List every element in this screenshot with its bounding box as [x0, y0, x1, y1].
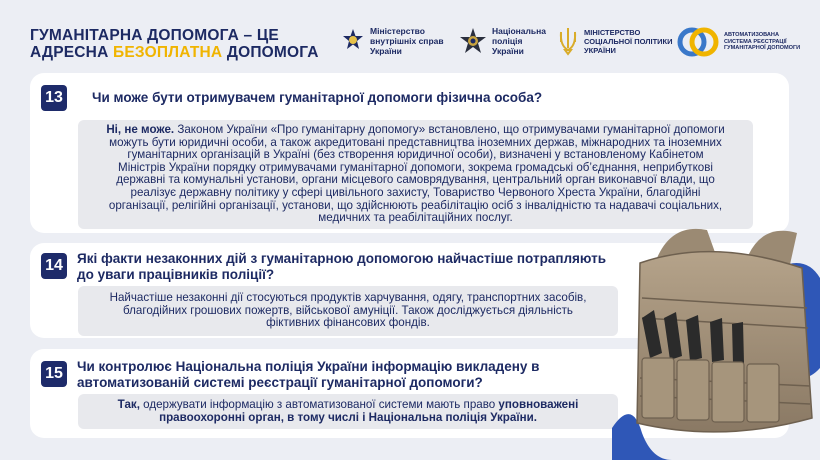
answer-text: одержувати інформацію з автоматизованої системи мають право	[139, 398, 499, 411]
logo-text: України	[492, 46, 524, 56]
tactical-vest-image	[612, 218, 820, 460]
title-accent: БЕЗОПЛАТНА	[112, 44, 223, 61]
question-line: до уваги працівників поліції?	[77, 267, 275, 282]
registry-system-logo-icon	[677, 26, 719, 58]
title-part: АДРЕСНА	[30, 44, 113, 61]
question-text	[77, 359, 539, 391]
logo-text: Міністерство	[370, 26, 425, 36]
answer-line: гуманітарних організацій в Україні (без створення юридичної особи), визначені у встановленому Кабінетом	[127, 148, 704, 162]
logo-text: СИСТЕМА РЕЄСТРАЦІЇ	[724, 38, 787, 45]
answer-line: Міністрів України порядку отримувачами гуманітарної допомоги, зокрема громадські об’єднання, неприбуткові	[118, 160, 713, 174]
title-part: ДОПОМОГА	[222, 44, 319, 61]
logo-text: МІНІСТЕРСТВО	[584, 27, 641, 37]
answer-bold: уповноважені	[498, 398, 579, 411]
logo-text: внутрішніх справ	[370, 36, 444, 46]
logo-ministry-interior	[341, 26, 444, 56]
answer-line: державні та комунальні установи, органи місцевого самоврядування, центральний орган виконавчої влади, що	[116, 173, 715, 187]
trident-icon	[557, 26, 579, 56]
qa-card-13	[30, 73, 789, 233]
national-police-emblem-icon	[459, 27, 487, 55]
page-title	[30, 27, 319, 61]
answer-line: реалізує державну політику у сфері цивільного захисту, Товариство Червоного Хреста України, благодійні	[130, 185, 701, 199]
question-number: 15	[41, 361, 67, 387]
answer-line: Найчастіше незаконні дії стосуються продуктів харчування, одягу, транспортних засобів,	[109, 291, 587, 304]
logo-text: УКРАЇНИ	[584, 45, 616, 55]
answer-box	[78, 394, 618, 429]
title-line-1: ГУМАНІТАРНА ДОПОМОГА – ЦЕ	[30, 27, 279, 44]
question-text	[77, 251, 606, 283]
question-text: Чи може бути отримувачем гуманітарної допомоги фізична особа?	[92, 90, 543, 105]
answer-line	[78, 124, 753, 137]
question-line: автоматизованій системі реєстрації гуманітарної допомоги?	[77, 375, 483, 390]
question-number: 14	[41, 253, 67, 279]
question-line: Чи контролює Національна поліція України інформацію викладену в	[77, 359, 540, 374]
logo-text: АВТОМАТИЗОВАНА	[724, 32, 780, 39]
answer-line: організації, релігійні організації, установи, що здійснюють реабілітацію осіб з інвалідністю та надавачі соціальних,	[108, 198, 723, 212]
answer-line	[78, 399, 618, 412]
answer-text: Законом України «Про гуманітарну допомогу» встановлено, що отримувачами гуманітарної допомоги	[174, 123, 725, 136]
logo-national-police	[459, 26, 546, 56]
logo-text: Національна	[492, 26, 546, 36]
answer-bold: Ні, не може.	[106, 123, 175, 136]
answer-line: правоохоронні орган, в тому числі і Національна поліція України.	[159, 410, 537, 424]
answer-line: можуть бути юридичні особи, а також акредитовані представництва іноземних держав, міжнародних та іноземних	[109, 135, 722, 149]
answer-line: медичних та реабілітаційних послуг.	[318, 211, 513, 225]
logo-ministry-social	[557, 26, 673, 56]
answer-line: фіктивних фінансових фондів.	[266, 316, 430, 330]
header	[0, 0, 820, 72]
question-line: Які факти незаконних дій з гуманітарною допомогою найчастіше потрапляють	[77, 251, 607, 266]
logo-registry-system	[677, 26, 800, 58]
title-line-2	[30, 44, 319, 61]
ministry-interior-emblem-icon	[341, 28, 365, 54]
logo-text: України	[370, 46, 402, 56]
answer-bold: Так,	[117, 398, 140, 411]
logo-text: СОЦІАЛЬНОЇ ПОЛІТИКИ	[584, 36, 673, 46]
logo-text: поліція	[492, 36, 523, 46]
question-number: 13	[41, 85, 67, 111]
answer-box	[78, 286, 618, 336]
logo-text: ГУМАНІТАРНОЇ ДОПОМОГИ	[724, 45, 801, 52]
answer-box	[78, 120, 753, 229]
answer-line: благодійних грошових пожертв, військової амуніції. Також досліджується діяльність	[123, 303, 573, 317]
